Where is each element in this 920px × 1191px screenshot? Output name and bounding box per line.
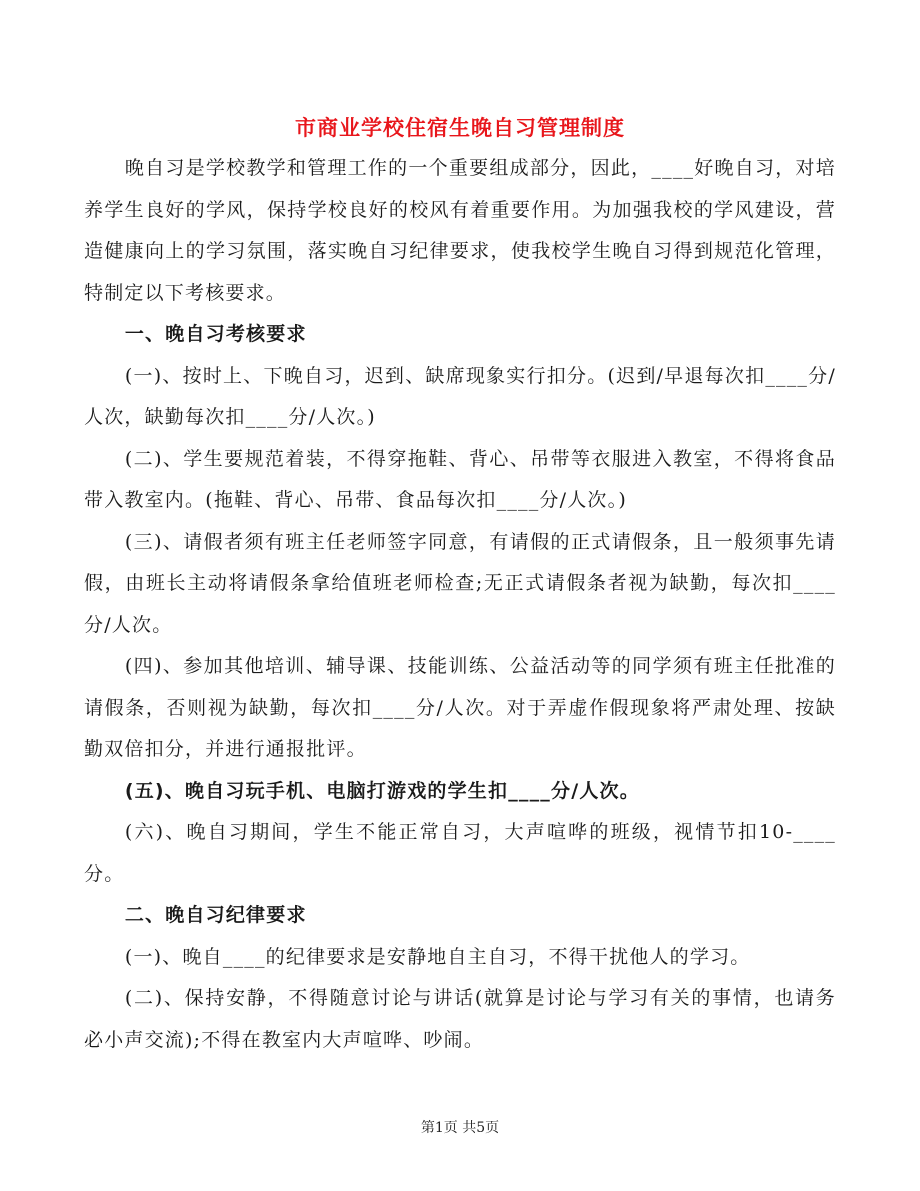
document-title: 市商业学校住宿生晚自习管理制度	[295, 116, 625, 140]
discipline-item-1: (一)、晚自____的纪律要求是安静地自主自习，不得干扰他人的学习。	[124, 945, 751, 968]
section-heading-assessment: 一、晚自习考核要求	[124, 323, 307, 345]
assessment-item-5: (五)、晚自习玩手机、电脑打游戏的学生扣____分/人次。	[124, 779, 640, 802]
assessment-item-4: (四)、参加其他培训、辅导课、技能训练、公益活动等的同学须有班主任批准的请假条，否则视为缺勤，每次扣____分/人次。对于弄虚作假现象将严肃处理、按缺勤双倍扣分，并进行通报批评。	[84, 655, 836, 760]
document-body	[84, 148, 836, 1061]
assessment-item-1: (一)、按时上、下晚自习，迟到、缺席现象实行扣分。(迟到/早退每次扣____分/人次，缺勤每次扣____分/人次。)	[84, 364, 836, 428]
intro-paragraph: 晚自习是学校教学和管理工作的一个重要组成部分，因此，____好晚自习，对培养学生良好的学风，保持学校良好的校风有着重要作用。为加强我校的学风建设，营造健康向上的学习氛围，落实晚自习纪律要求，使我校学生晚自习得到规范化管理，特制定以下考核要求。	[84, 157, 836, 304]
section-heading-discipline: 二、晚自习纪律要求	[124, 904, 307, 926]
assessment-item-6: (六)、晚自习期间，学生不能正常自习，大声喧哗的班级，视情节扣10-____分。	[84, 821, 836, 885]
assessment-item-2: (二)、学生要规范着装，不得穿拖鞋、背心、吊带等衣服进入教室，不得将食品带入教室内。(拖鞋、背心、吊带、食品每次扣____分/人次。)	[84, 447, 836, 511]
assessment-item-3: (三)、请假者须有班主任老师签字同意，有请假的正式请假条，且一般须事先请假，由班长主动将请假条拿给值班老师检查;无正式请假条者视为缺勤，每次扣____分/人次。	[84, 530, 836, 636]
discipline-item-2: (二)、保持安静，不得随意讨论与讲话(就算是讨论与学习有关的事情，也请务必小声交流);不得在教室内大声喧哗、吵闹。	[84, 987, 836, 1051]
page-number: 第1页 共5页	[420, 1120, 500, 1136]
